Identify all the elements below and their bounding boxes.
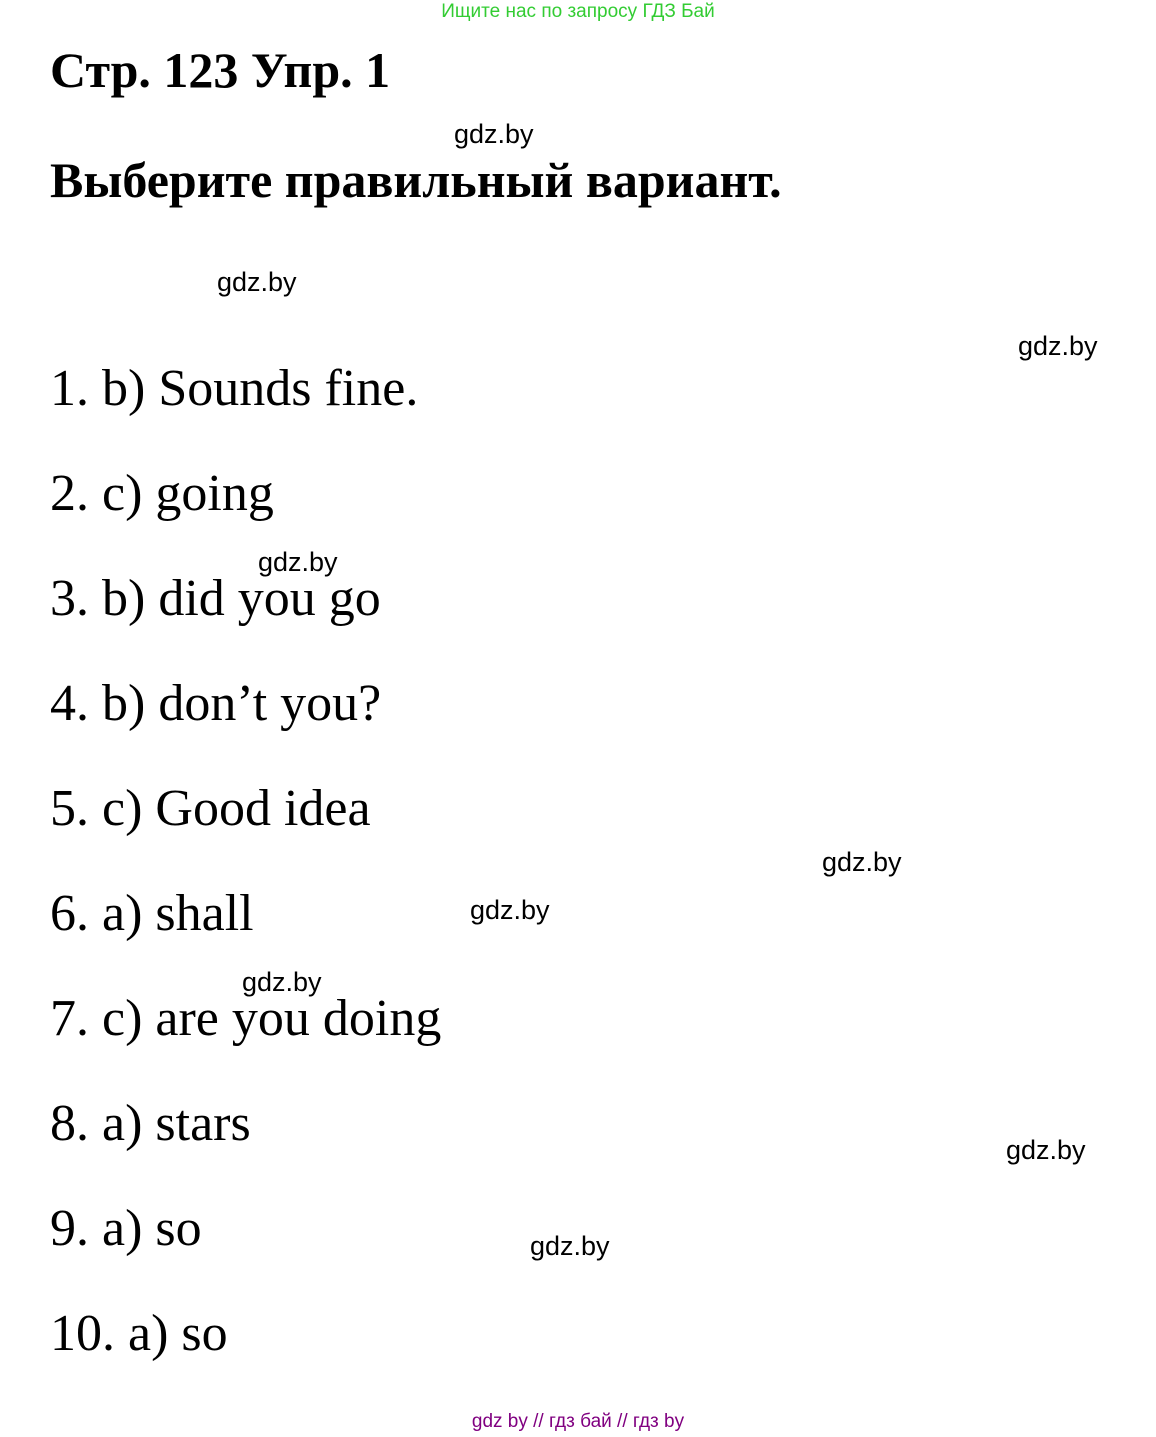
- watermark: gdz.by: [470, 895, 550, 925]
- watermark: gdz.by: [822, 847, 902, 877]
- watermark: gdz.by: [258, 547, 338, 577]
- answer-item: 4. b) don’t you?: [50, 675, 382, 732]
- answer-item: 2. c) going: [50, 465, 274, 522]
- top-banner-link[interactable]: Ищите нас по запросу ГДЗ Бай: [441, 1, 715, 22]
- watermark: gdz.by: [530, 1231, 610, 1261]
- page-title: Стр. 123 Упр. 1: [50, 42, 391, 98]
- answer-item: 7. c) are you doing: [50, 990, 442, 1047]
- answer-item: 1. b) Sounds fine.: [50, 360, 419, 417]
- watermark: gdz.by: [242, 967, 322, 997]
- answer-item: 5. c) Good idea: [50, 780, 371, 837]
- answer-item: 8. a) stars: [50, 1095, 251, 1152]
- answer-item: 3. b) did you go: [50, 570, 381, 627]
- watermark: gdz.by: [454, 119, 534, 149]
- exercise-instruction: Выберите правильный вариант.: [50, 152, 782, 208]
- answer-item: 9. a) so: [50, 1200, 202, 1257]
- answer-item: 6. a) shall: [50, 885, 254, 942]
- watermark: gdz.by: [1018, 331, 1098, 361]
- watermark: gdz.by: [217, 267, 297, 297]
- answer-list: [50, 354, 441, 1404]
- answer-item: 10. a) so: [50, 1305, 228, 1362]
- footer-text: gdz by // гдз бай // гдз by: [471, 1411, 685, 1432]
- watermark: gdz.by: [1006, 1135, 1086, 1165]
